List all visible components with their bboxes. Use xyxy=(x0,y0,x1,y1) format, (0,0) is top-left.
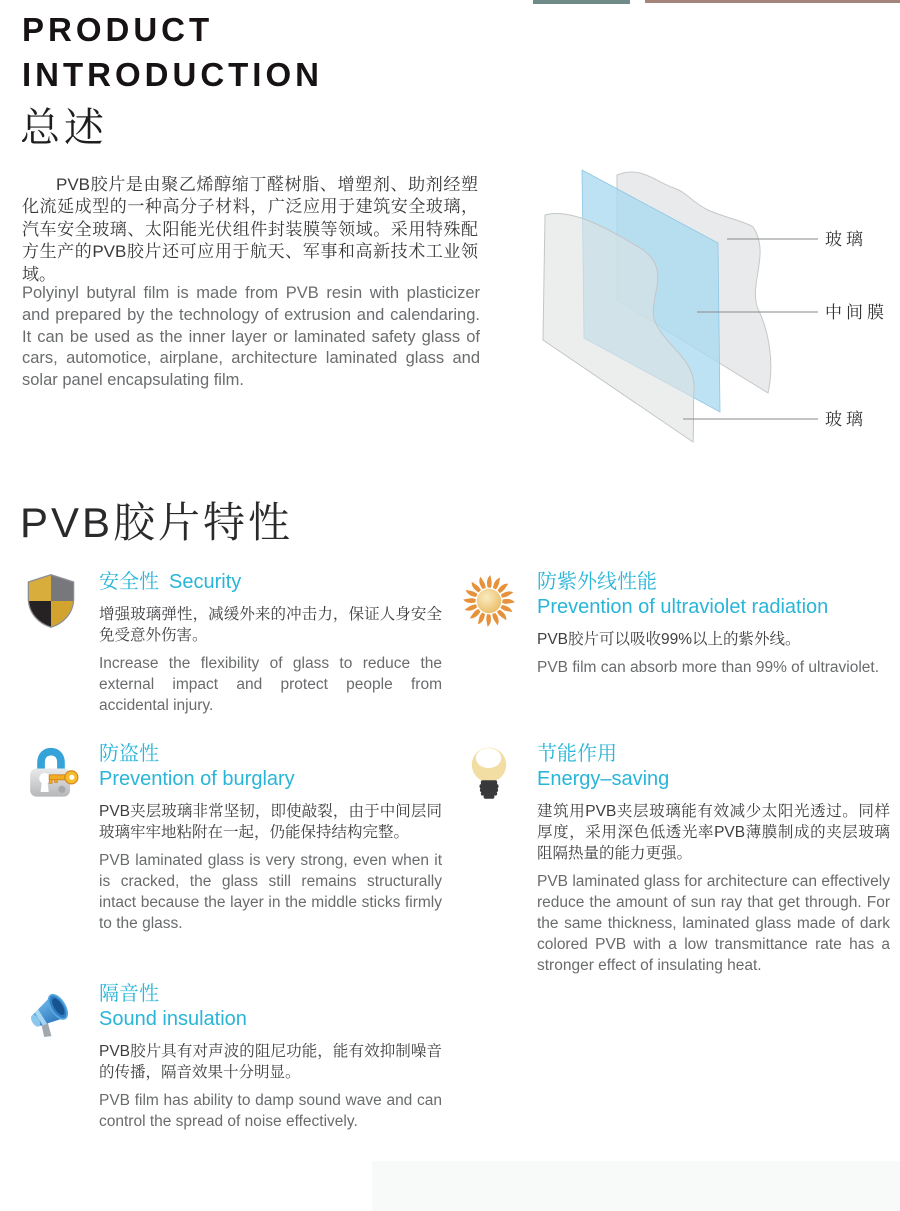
feature-title-en: Sound insulation xyxy=(99,1008,247,1030)
feature-card-burglary xyxy=(22,742,442,934)
intro-paragraph-zh: PVB胶片是由聚乙烯醇缩丁醛树脂、增塑剂、助剂经塑化流延成型的一种高分子材料，广泛应用于建筑安全玻璃，汽车安全玻璃、太阳能光伏组件封装膜等领域。采用特殊配方生产的PVB胶片还可应用于航天、军事和高新技术工业领域。 xyxy=(22,175,478,284)
diagram-label-glass-top: 玻璃 xyxy=(825,230,867,249)
feature-card-security xyxy=(22,570,442,716)
top-accent-bar-brown xyxy=(645,0,900,3)
bottom-gray-panel xyxy=(372,1161,900,1211)
feature-title-en: Energy–saving xyxy=(537,768,670,790)
feature-title-zh: 安全性 xyxy=(99,571,159,593)
feature-text-zh: 增强玻璃弹性，减缓外来的冲击力，保证人身安全免受意外伤害。 xyxy=(99,606,442,644)
top-accent-bar-teal xyxy=(533,0,630,4)
feature-text-en: PVB laminated glass is very strong, even when it is cracked, the glass still remains structurally intact because the layer in the middle sticks firmly to the glass. xyxy=(99,852,442,932)
feature-title-en: Prevention of burglary xyxy=(99,768,295,790)
diagram-label-glass-bottom: 玻璃 xyxy=(825,410,867,429)
feature-title-zh: 节能作用 xyxy=(537,743,617,765)
feature-title-en: Prevention of ultraviolet radiation xyxy=(537,596,829,618)
shield-icon xyxy=(22,572,80,630)
feature-text-en: Increase the flexibility of glass to reduce the external impact and protect people from accidental injury. xyxy=(99,655,442,714)
sun-icon xyxy=(460,572,518,630)
lock-icon xyxy=(22,744,80,802)
feature-card-energy xyxy=(460,742,890,976)
feature-text-zh: PVB夹层玻璃非常坚韧，即使敲裂，由于中间层同玻璃牢牢地粘附在一起，仍能保持结构完整。 xyxy=(99,803,442,841)
feature-text-zh: PVB胶片可以吸收99%以上的紫外线。 xyxy=(537,631,801,648)
page-subtitle: 总述 xyxy=(20,106,108,150)
bulb-icon xyxy=(460,744,518,802)
feature-card-sound xyxy=(22,982,442,1132)
feature-title xyxy=(537,742,890,792)
diagram-label-interlayer: 中间膜 xyxy=(825,303,888,322)
feature-title xyxy=(537,570,890,620)
laminated-glass-diagram xyxy=(528,162,900,464)
feature-text-zh: PVB胶片具有对声波的阻尼功能，能有效抑制噪音的传播，隔音效果十分明显。 xyxy=(99,1043,442,1081)
feature-card-uv xyxy=(460,570,890,678)
feature-text-en: PVB film can absorb more than 99% of ultraviolet. xyxy=(537,659,880,676)
feature-text-en: PVB film has ability to damp sound wave and can control the spread of noise effectively. xyxy=(99,1092,442,1130)
feature-text-en: PVB laminated glass for architecture can effectively reduce the amount of sun ray that get through. For the same thickness, laminated glass made of dark colored PVB with a low transmittance rate has a stronger effect of insulating heat. xyxy=(537,873,890,974)
feature-title xyxy=(99,982,442,1032)
page-title: PRODUCT INTRODUCTION xyxy=(22,11,323,93)
intro-paragraph-en: Polyinyl butyral film is made from PVB resin with plasticizer and prepared by the technology of extrusion and calendaring. It can be used as the inner layer or laminated safety glass of cars, automotice, airplane, architecture laminated glass and solar panel encapsulating film. xyxy=(22,284,480,390)
feature-title xyxy=(99,570,442,595)
feature-text-zh: 建筑用PVB夹层玻璃能有效减少太阳光透过。同样厚度，采用深色低透光率PVB薄膜制成的夹层玻璃阻隔热量的能力更强。 xyxy=(537,803,890,862)
feature-title xyxy=(99,742,442,792)
feature-title-en: Security xyxy=(169,571,242,593)
feature-title-zh: 隔音性 xyxy=(99,983,159,1005)
feature-title-zh: 防紫外线性能 xyxy=(537,571,657,593)
megaphone-icon xyxy=(22,984,80,1042)
feature-title-zh: 防盗性 xyxy=(99,743,159,765)
features-section-title: PVB胶片特性 xyxy=(20,499,294,546)
